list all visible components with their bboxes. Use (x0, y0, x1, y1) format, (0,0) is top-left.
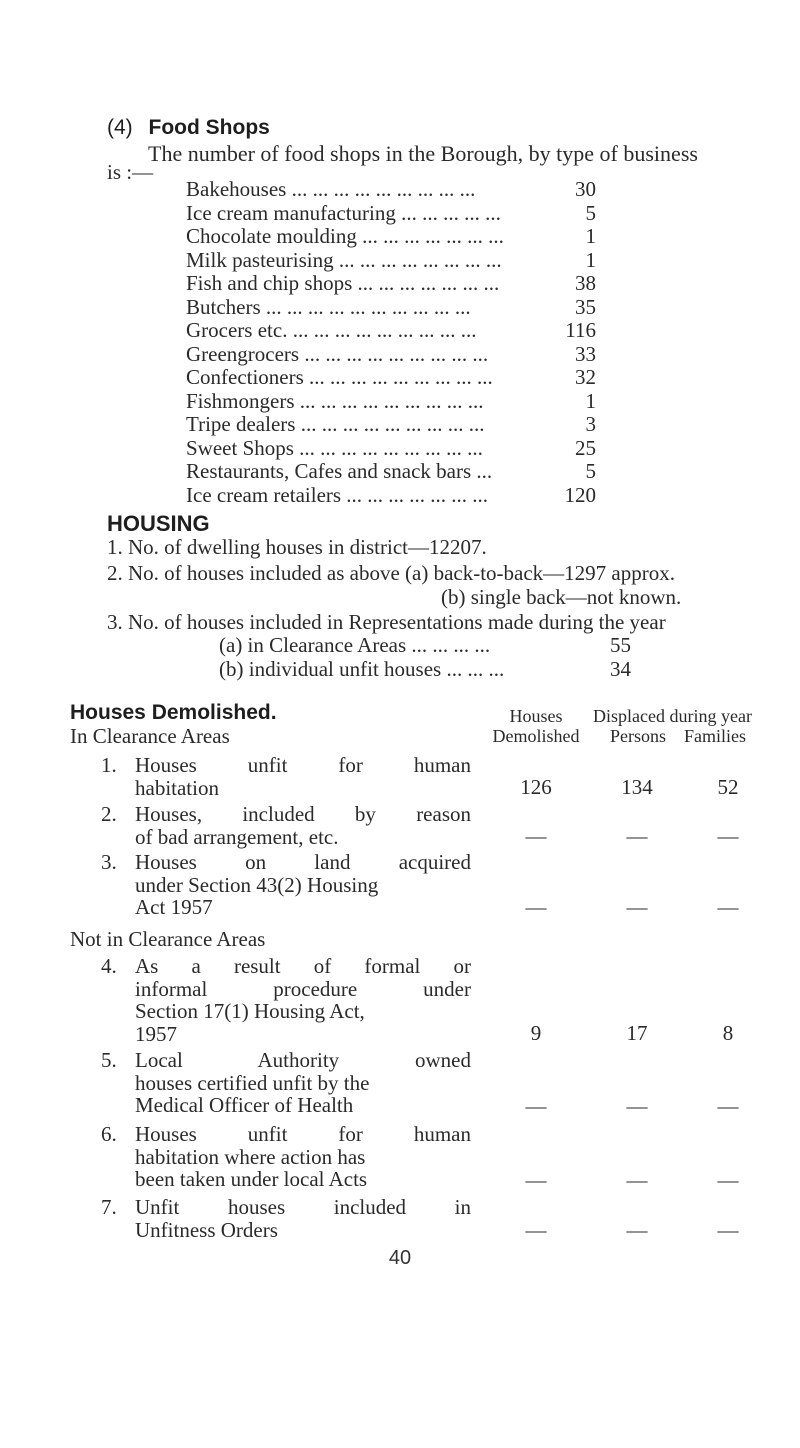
food-shop-row (186, 225, 596, 249)
houses-value: — (525, 1168, 547, 1192)
food-shop-label: Tripe dealers ... ... ... ... ... ... ... ... ... (186, 412, 485, 436)
row-text-line: of bad arrangement, etc. (135, 824, 339, 849)
food-shop-label: Confectioners ... ... ... ... ... ... ... ... ... (186, 365, 493, 389)
col-header-houses: Houses (509, 706, 563, 726)
housing-heading: HOUSING (107, 511, 210, 536)
housing-line-3b-value: 34 (610, 657, 631, 681)
row-text-line: houses certified unfit by the (135, 1070, 370, 1095)
row-text-line: Houses unfit for human (135, 1122, 471, 1146)
col-header-demolished: Demolished (492, 726, 580, 746)
food-shop-row (186, 343, 596, 367)
row-text-line: Medical Officer of Health (135, 1093, 354, 1117)
food-shop-label: Fish and chip shops ... ... ... ... ... ... ... (186, 271, 500, 295)
not-in-clearance-subheading: Not in Clearance Areas (70, 927, 266, 951)
houses-value: — (525, 895, 547, 919)
row-text-line: Houses on land acquired (135, 850, 471, 874)
food-shop-row (186, 178, 596, 202)
row-text-line: under Section 43(2) Housing (135, 872, 379, 897)
food-shops-intro-line1: The number of food shops in the Borough, by type of business (148, 141, 698, 166)
persons-value: 17 (626, 1021, 648, 1045)
persons-value: — (626, 1168, 648, 1192)
persons-value: — (626, 824, 648, 848)
food-shop-count: 32 (575, 365, 596, 389)
food-shop-row (186, 484, 596, 508)
families-value: — (717, 1168, 739, 1192)
food-shop-label: Milk pasteurising ... ... ... ... ... ... ... ... (186, 247, 502, 272)
persons-value: 134 (621, 775, 653, 799)
row-text-line: been taken under local Acts (135, 1167, 368, 1191)
housing-line-2b: (b) single back—not known. (441, 585, 682, 609)
food-shops-heading-title: Food Shops (148, 116, 270, 139)
food-shop-label: Chocolate moulding ... ... ... ... ... ... ... (186, 224, 504, 248)
row-text-line: Unfitness Orders (135, 1217, 278, 1242)
food-shop-label: Sweet Shops ... ... ... ... ... ... ... ... ... (186, 435, 483, 460)
families-value: — (717, 1094, 739, 1118)
food-shop-label: Ice cream retailers ... ... ... ... ... ... ... (186, 482, 489, 507)
food-shops-heading (107, 115, 270, 141)
persons-value: — (626, 1218, 648, 1242)
food-shop-row (186, 437, 596, 461)
col-header-families: Families (684, 726, 746, 746)
row-number: 5. (101, 1048, 117, 1072)
food-shop-count: 3 (585, 412, 596, 436)
food-shop-count: 25 (575, 435, 596, 460)
food-shop-count: 1 (585, 247, 596, 272)
row-text-line: Act 1957 (135, 895, 213, 919)
housing-line-3b-label: (b) individual unfit houses ... ... ... (219, 657, 505, 681)
food-shop-count: 120 (564, 482, 596, 507)
food-shop-row (186, 272, 596, 296)
row-text-line: Local Authority owned (135, 1048, 471, 1072)
row-number: 2. (101, 802, 117, 826)
food-shop-count: 116 (565, 318, 596, 342)
row-text-line: habitation (135, 775, 219, 800)
food-shop-row (186, 202, 596, 226)
row-text-line: habitation where action has (135, 1144, 366, 1169)
food-shop-label: Grocers etc. ... ... ... ... ... ... ... ... ... (186, 318, 477, 342)
housing-line-3: 3. No. of houses included in Representations made during the year (107, 610, 666, 634)
food-shop-count: 35 (575, 294, 596, 319)
food-shop-count: 30 (575, 177, 596, 201)
houses-value: — (525, 1094, 547, 1118)
food-shop-count: 1 (585, 224, 596, 248)
col-header-displaced: Displaced during year (593, 706, 752, 726)
food-shop-count: 5 (585, 200, 596, 225)
families-value: — (717, 824, 739, 848)
housing-line-3a-value: 55 (610, 633, 631, 657)
food-shop-label: Restaurants, Cafes and snack bars ... (186, 459, 493, 483)
row-number: 3. (101, 850, 117, 874)
row-text-line: 1957 (135, 1021, 177, 1046)
food-shop-row (186, 366, 596, 390)
houses-value: — (525, 1218, 547, 1242)
food-shop-count: 5 (585, 459, 596, 483)
food-shops-heading-number: (4) (107, 116, 133, 139)
page-number: 40 (388, 1247, 412, 1269)
row-number: 1. (101, 753, 117, 777)
persons-value: — (626, 895, 648, 919)
persons-value: — (626, 1094, 648, 1118)
housing-line-3a-label: (a) in Clearance Areas ... ... ... ... (219, 633, 491, 657)
food-shop-row (186, 319, 596, 343)
col-header-persons: Persons (609, 726, 666, 746)
food-shop-count: 33 (575, 341, 596, 366)
food-shops-list (186, 178, 596, 507)
row-text-line: Houses unfit for human (135, 753, 471, 777)
food-shop-row (186, 249, 596, 273)
row-number: 4. (101, 954, 117, 978)
food-shop-row (186, 296, 596, 320)
row-number: 6. (101, 1122, 117, 1146)
demolished-heading: Houses Demolished. (70, 701, 277, 724)
food-shop-label: Bakehouses ... ... ... ... ... ... ... ... ... (186, 177, 476, 201)
row-number: 7. (101, 1195, 117, 1219)
houses-value: 9 (530, 1021, 542, 1045)
row-text-line: Houses, included by reason (135, 802, 471, 826)
food-shops-intro-line2: is :— (107, 160, 154, 184)
food-shop-row (186, 390, 596, 414)
row-text-line: As a result of formal or (135, 954, 471, 978)
food-shop-label: Fishmongers ... ... ... ... ... ... ... ... ... (186, 388, 484, 413)
families-value: 52 (717, 775, 739, 799)
food-shop-count: 38 (575, 271, 596, 295)
food-shop-row (186, 413, 596, 437)
row-text-line: Unfit houses included in (135, 1195, 471, 1219)
clearance-areas-subheading: In Clearance Areas (70, 724, 230, 748)
families-value: 8 (722, 1021, 734, 1045)
row-text-line: Section 17(1) Housing Act, (135, 999, 365, 1023)
food-shop-label: Ice cream manufacturing ... ... ... ... ... (186, 200, 501, 225)
food-shop-count: 1 (585, 388, 596, 413)
housing-line-1: 1. No. of dwelling houses in district—12207. (107, 535, 487, 559)
houses-value: — (525, 824, 547, 848)
families-value: — (717, 895, 739, 919)
houses-value: 126 (520, 775, 552, 799)
housing-line-2: 2. No. of houses included as above (a) back-to-back—1297 approx. (107, 561, 675, 585)
food-shop-row (186, 460, 596, 484)
row-text-line: informal procedure under (135, 976, 471, 1001)
food-shop-label: Butchers ... ... ... ... ... ... ... ... ... ... (186, 294, 471, 319)
families-value: — (717, 1218, 739, 1242)
food-shop-label: Greengrocers ... ... ... ... ... ... ... ... ... (186, 341, 489, 366)
